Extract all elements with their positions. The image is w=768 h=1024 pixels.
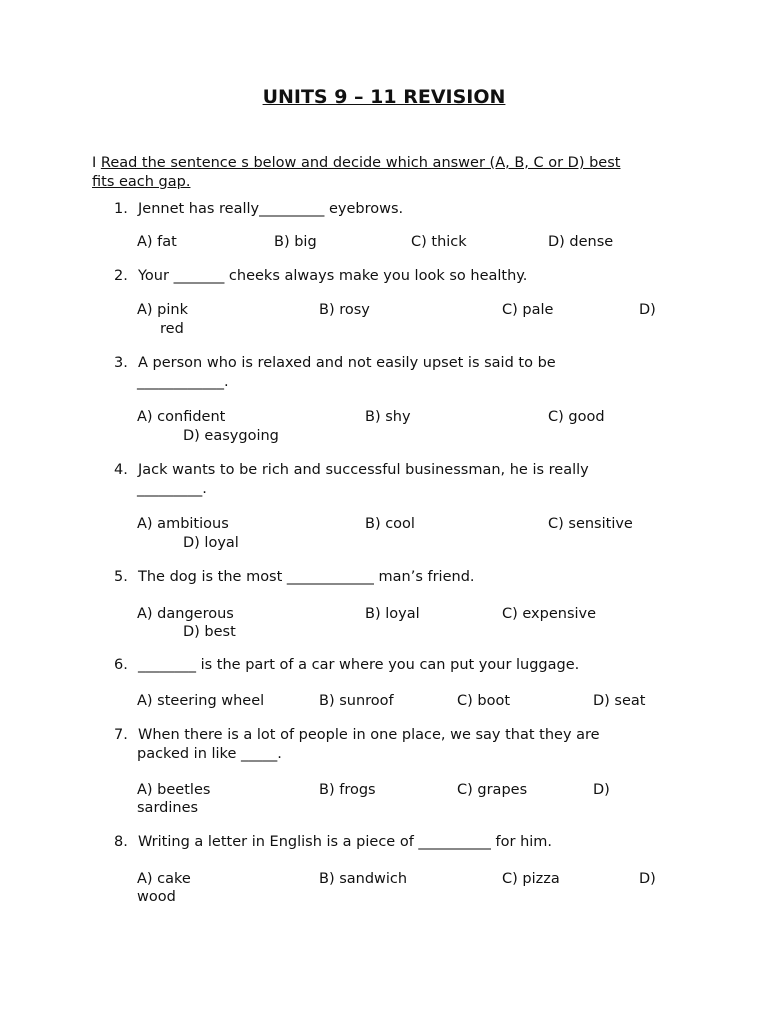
question-number: 1. (114, 201, 128, 217)
option-c: C) pale (502, 302, 554, 318)
option-d: D) best (183, 624, 236, 640)
option-d-text: wood (137, 889, 176, 905)
instructions-line-2: fits each gap. (92, 174, 191, 190)
option-c: C) expensive (502, 606, 597, 622)
option-a: A) steering wheel (137, 693, 265, 709)
option-d: D) loyal (183, 535, 239, 551)
option-d-text: red (160, 321, 184, 337)
instructions (92, 154, 672, 192)
question-text-cont: packed in like _____. (137, 746, 282, 762)
option-d: D) easygoing (183, 428, 279, 444)
option-a: A) pink (137, 302, 189, 318)
option-a: A) cake (137, 871, 191, 887)
option-d-label: D) (593, 782, 610, 798)
option-b: B) big (274, 234, 317, 250)
option-b: B) sandwich (319, 871, 408, 887)
option-c: C) thick (411, 234, 467, 250)
option-b: B) rosy (319, 302, 370, 318)
question-text-cont: ____________. (137, 374, 229, 390)
question-number: 2. (114, 268, 128, 284)
question-number: 4. (114, 462, 128, 478)
question-text: Writing a letter in English is a piece of __________ for him. (138, 834, 553, 850)
title-text: UNITS 9 – 11 REVISION (262, 86, 506, 108)
option-b: B) shy (365, 409, 411, 425)
section-number: I (92, 155, 97, 171)
question-text: Jennet has really_________ eyebrows. (138, 201, 404, 217)
question-text: When there is a lot of people in one place, we say that they are (138, 727, 600, 743)
option-d-label: D) (639, 871, 656, 887)
question-text: ________ is the part of a car where you can put your luggage. (138, 657, 580, 673)
option-a: A) fat (137, 234, 177, 250)
option-b: B) cool (365, 516, 415, 532)
question-text: A person who is relaxed and not easily upset is said to be (138, 355, 556, 371)
option-c: C) sensitive (548, 516, 633, 532)
option-d-text: sardines (137, 800, 199, 816)
option-c: C) grapes (457, 782, 528, 798)
option-a: A) ambitious (137, 516, 229, 532)
option-b: B) sunroof (319, 693, 394, 709)
option-c: C) good (548, 409, 605, 425)
option-c: C) boot (457, 693, 511, 709)
question-text: Jack wants to be rich and successful businessman, he is really (138, 462, 589, 478)
option-b: B) loyal (365, 606, 420, 622)
question-text-cont: _________. (137, 481, 207, 497)
option-b: B) frogs (319, 782, 376, 798)
question-text: Your _______ cheeks always make you look so healthy. (138, 268, 528, 284)
option-d: D) dense (548, 234, 614, 250)
option-d: D) seat (593, 693, 646, 709)
question-number: 6. (114, 657, 128, 673)
page-title (0, 86, 768, 108)
question-number: 7. (114, 727, 128, 743)
question-number: 8. (114, 834, 128, 850)
question-text: The dog is the most ____________ man’s friend. (138, 569, 475, 585)
option-a: A) beetles (137, 782, 211, 798)
question-number: 3. (114, 355, 128, 371)
option-a: A) confident (137, 409, 226, 425)
option-c: C) pizza (502, 871, 560, 887)
option-d-label: D) (639, 302, 656, 318)
instructions-line-1: Read the sentence s below and decide which answer (A, B, C or D) best (100, 155, 621, 171)
question-number: 5. (114, 569, 128, 585)
option-a: A) dangerous (137, 606, 234, 622)
